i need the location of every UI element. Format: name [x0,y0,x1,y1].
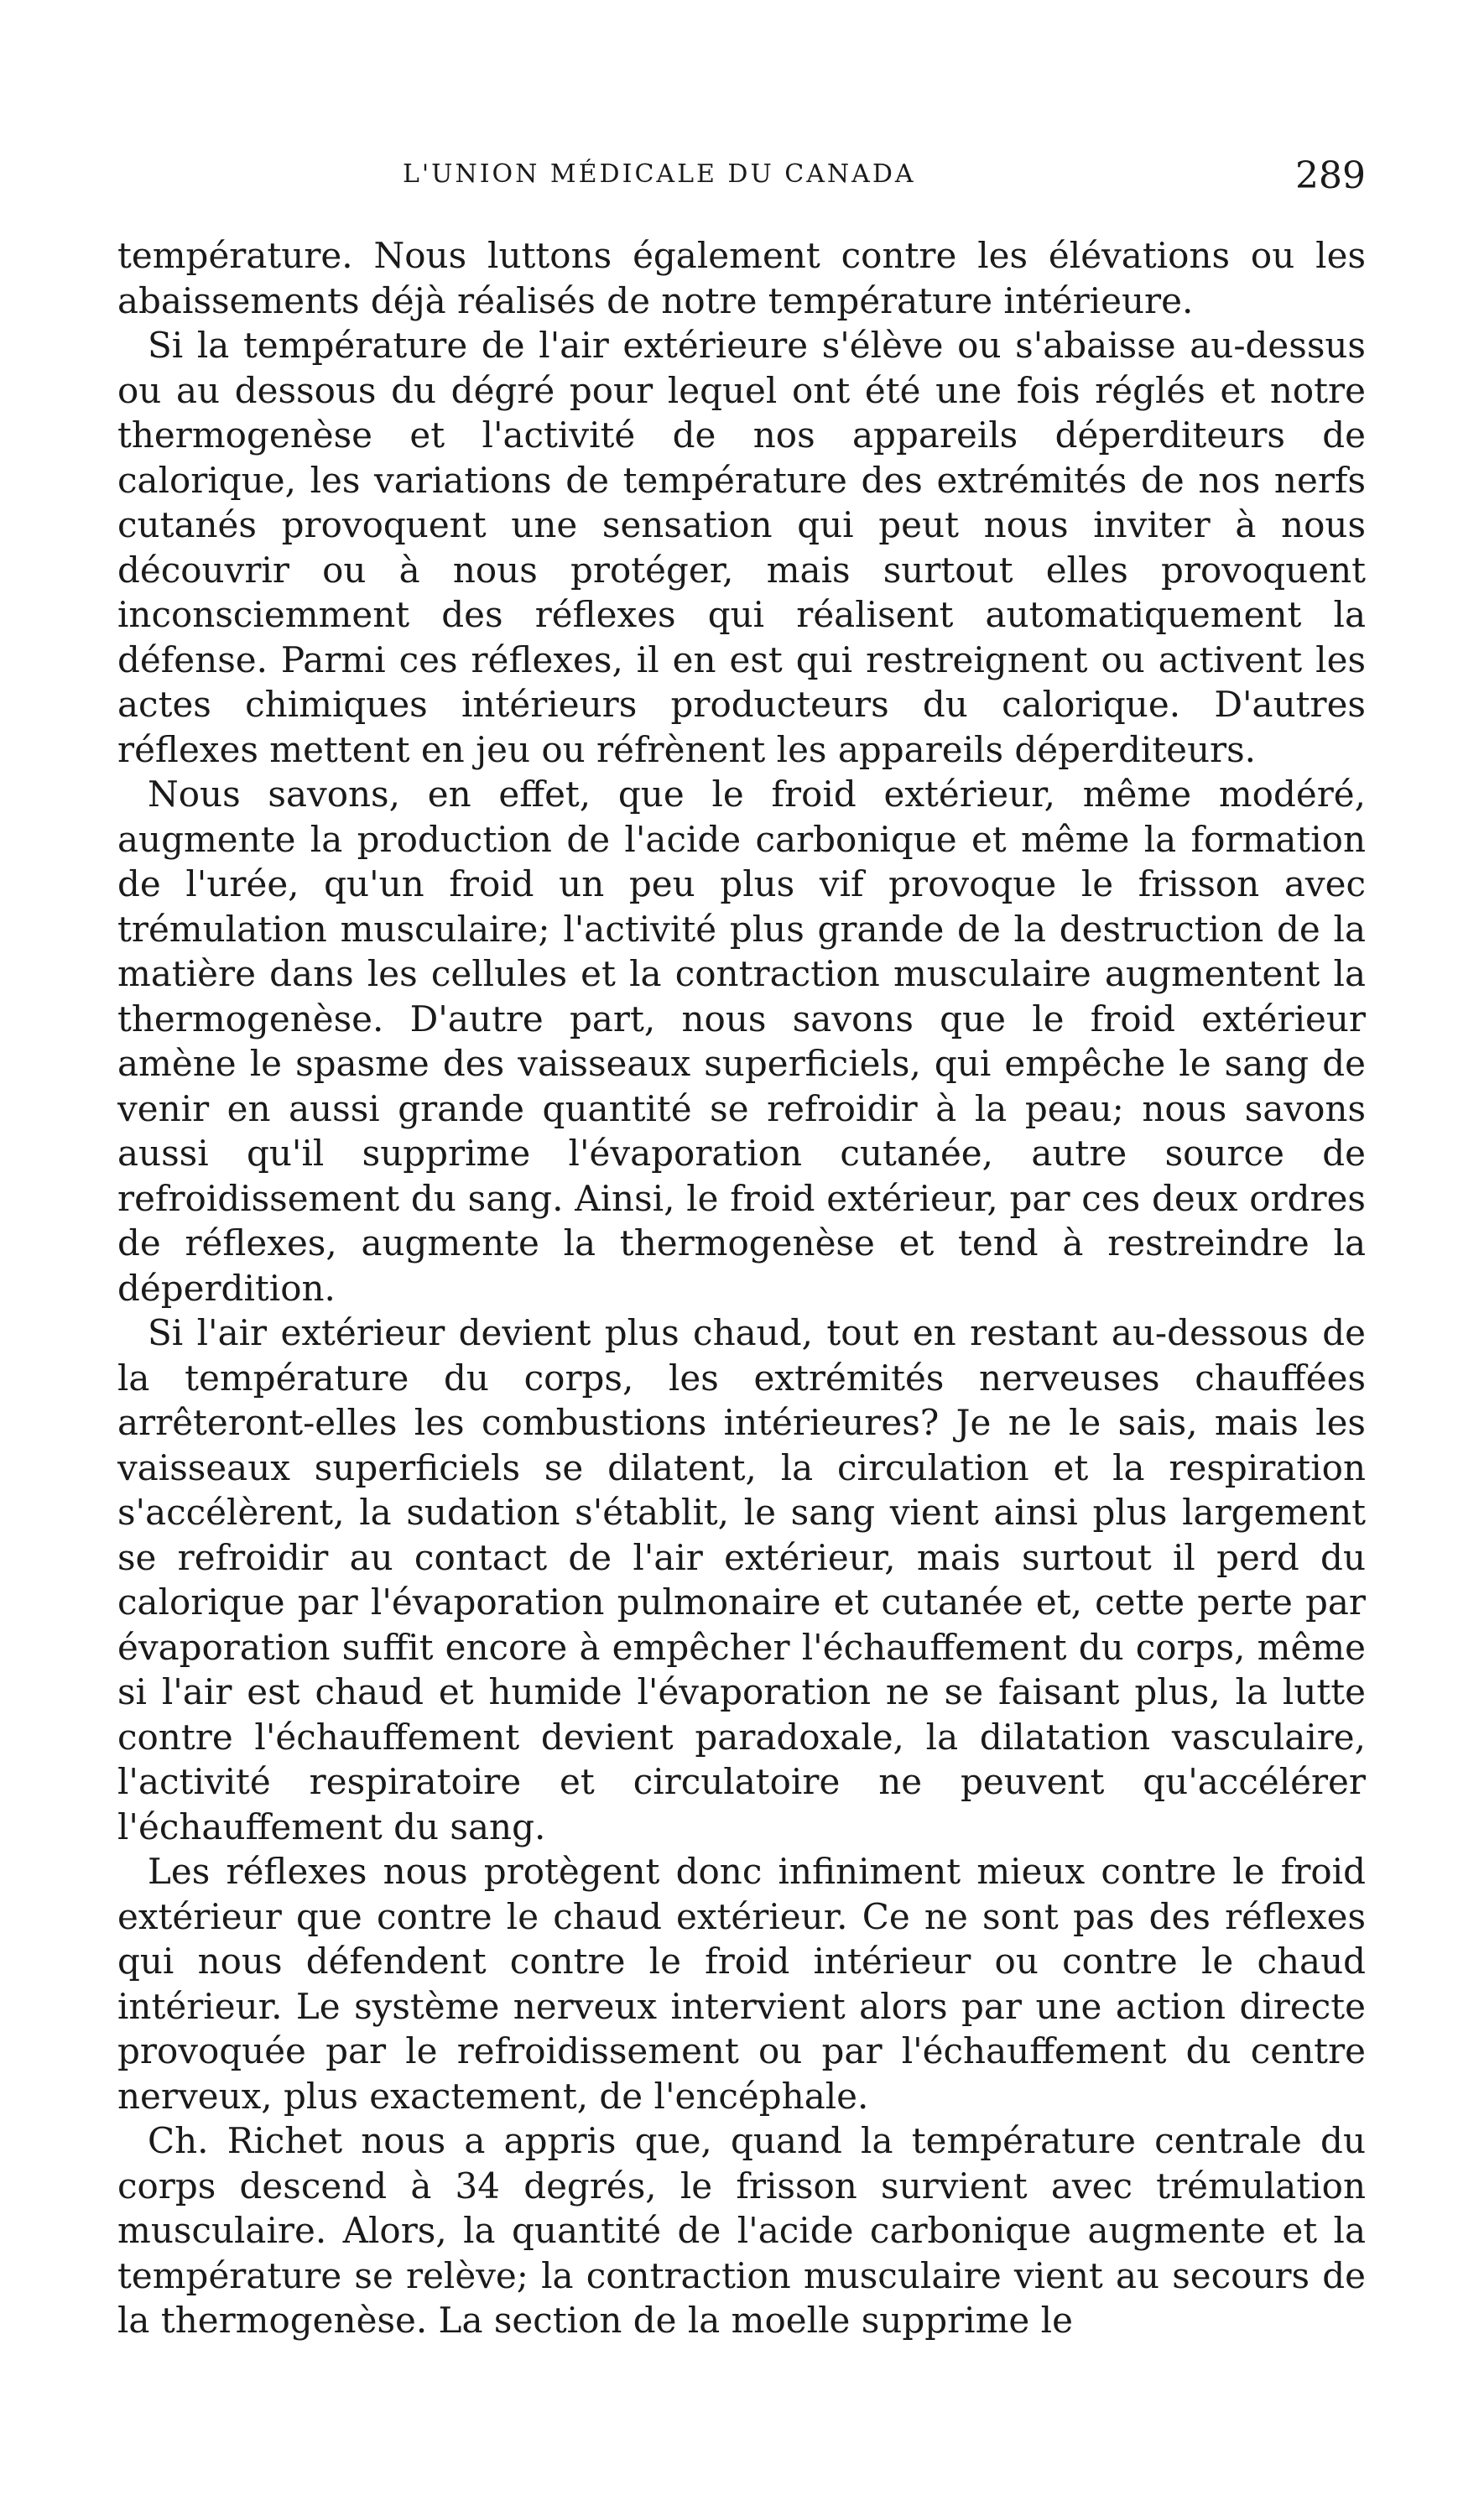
page-header [117,154,1366,210]
paragraph: Nous savons, en effet, que le froid extérieur, même modéré, augmente la production de l'acide carbonique et même la formation de l'urée, qu'un froid un peu plus vif provoque le frisson avec trémulation musculaire; l'activité plus grande de la destruction de la matière dans les cellules et la contraction musculaire augmentent la thermogenèse. D'autre part, nous savons que le froid extérieur amène le spasme des vaisseaux superficiels, qui empêche le sang de venir en aussi grande quantité se refroidir à la peau; nous savons aussi qu'il supprime l'évaporation cutanée, autre source de refroidissement du sang. Ainsi, le froid extérieur, par ces deux ordres de réflexes, augmente la thermogenèse et tend à restreindre la déperdition. [117,774,1366,1309]
paragraph: Ch. Richet nous a appris que, quand la température centrale du corps descend à 34 degrés, le frisson survient avec trémulation musculaire. Alors, la quantité de l'acide carbonique augmente et la température se relève; la contraction musculaire vient au secours de la thermogenèse. La section de la moelle supprime le [117,2120,1366,2341]
paragraph: Si l'air extérieur devient plus chaud, tout en restant au-dessous de la température du corps, les extrémités nerveuses chauffées arrêteront-elles les combustions intérieures? Je ne le sais, mais les vaisseaux superficiels se dilatent, la circulation et la respiration s'accélèrent, la sudation s'établit, le sang vient ainsi plus largement se refroidir au contact de l'air extérieur, mais surtout il perd du calorique par l'évaporation pulmonaire et cutanée et, cette perte par évaporation suffit encore à empêcher l'échauffement du corps, même si l'air est chaud et humide l'évaporation ne se faisant plus, la lutte contre l'échauffement devient paradoxale, la dilatation vasculaire, l'activité respiratoire et circulatoire ne peuvent qu'accélérer l'échauffement du sang. [117,1312,1366,1847]
body-text [117,233,1366,2343]
paragraph: Si la température de l'air extérieure s'élève ou s'abaisse au-dessus ou au dessous du dégré pour lequel ont été une fois réglés et notre thermogenèse et l'activité de nos appareils déperditeurs de calorique, les variations de température des extrémités de nos nerfs cutanés provoquent une sensation qui peut nous inviter à nous découvrir ou à nous protéger, mais surtout elles provoquent inconsciemment des réflexes qui réalisent automatiquement la défense. Parmi ces réflexes, il en est qui restreignent ou activent les actes chimiques intérieurs producteurs du calorique. D'autres réflexes mettent en jeu ou réfrènent les appareils déperditeurs. [117,325,1366,770]
document-page [117,154,1366,2343]
page-number: 289 [1295,154,1366,197]
running-title: L'UNION MÉDICALE DU CANADA [403,159,916,189]
paragraph: Les réflexes nous protègent donc infiniment mieux contre le froid extérieur que contre le chaud extérieur. Ce ne sont pas des réflexes qui nous défendent contre le froid intérieur ou contre le chaud intérieur. Le système nerveux intervient alors par une action directe provoquée par le refroidissement ou par l'échauffement du centre nerveux, plus exactement, de l'encéphale. [117,1851,1366,2117]
paragraph: température. Nous luttons également contre les élévations ou les abaissements déjà réalisés de notre température intérieure. [117,235,1366,321]
